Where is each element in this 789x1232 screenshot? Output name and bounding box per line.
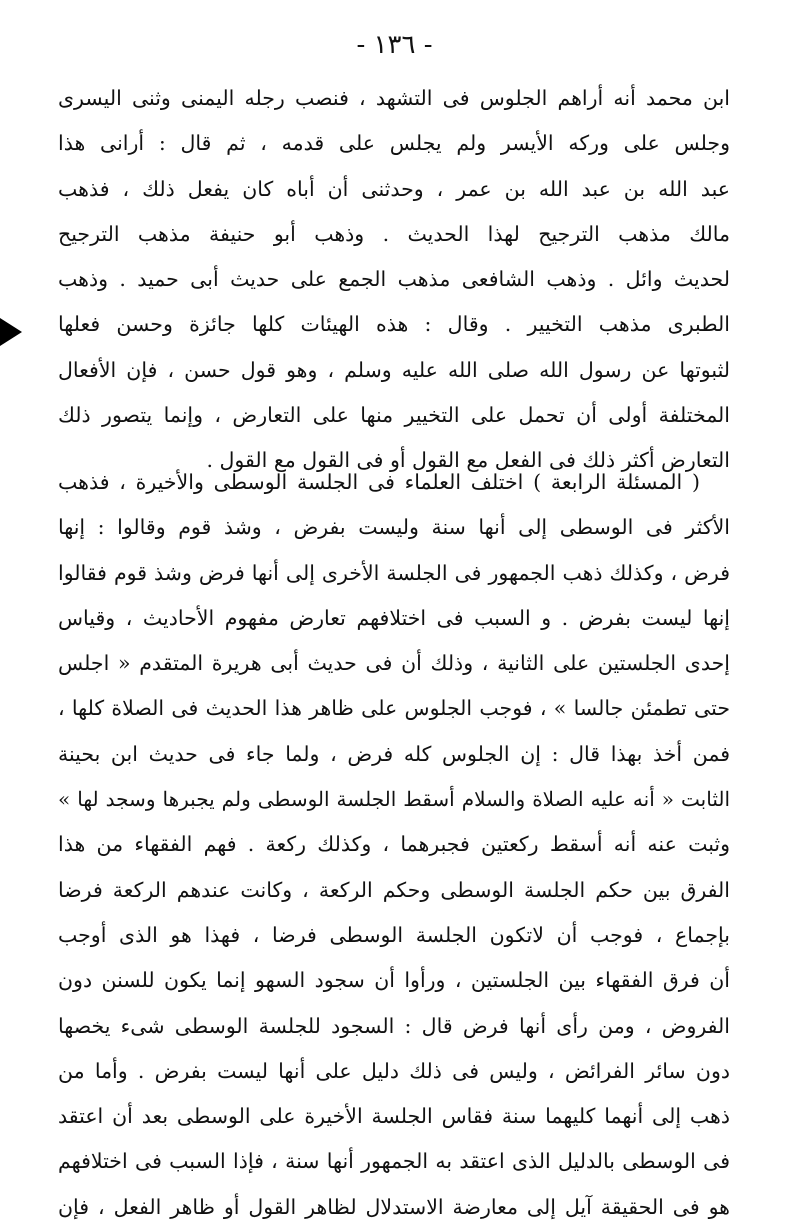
text-line: الأكثر فى الوسطى إلى أنها سنة وليست بفرض ، وشذ قوم وقالوا : إنها	[58, 515, 730, 540]
text-line: التعارض أكثر ذلك فى الفعل مع القول أو فى القول مع القول .	[206, 448, 730, 473]
text-line: لحديث وائل . وذهب الشافعى مذهب الجمع على حديث أبى حميد . وذهب	[58, 267, 730, 292]
text-line: أن فرق الفقهاء بين الجلستين ، ورأوا أن سجود السهو إنما يكون للسنن دون	[58, 968, 730, 993]
text-line: دون سائر الفرائض ، وليس فى ذلك دليل على أنها ليست بفرض . وأما من	[58, 1058, 730, 1083]
paragraph-2	[58, 460, 730, 1230]
margin-arrow-marker	[0, 318, 22, 346]
text-line: المختلفة أولى أن تحمل على التخيير منها على التعارض ، وإنما يتصور ذلك	[58, 403, 730, 428]
text-line: فى الوسطى بالدليل الذى اعتقد به الجمهور أنها سنة ، فإذا السبب فى اختلافهم	[58, 1149, 730, 1174]
text-line: بإجماع ، فوجب أن لاتكون الجلسة الوسطى فرضا ، فهذا هو الذى أوجب	[58, 922, 730, 947]
text-line: لثبوتها عن رسول الله صلى الله عليه وسلم ، وهو قول حسن ، فإن الأفعال	[58, 357, 730, 382]
text-line: مالك مذهب الترجيح لهذا الحديث . وذهب أبو حنيفة مذهب الترجيح	[58, 221, 730, 246]
text-line: وثبت عنه أنه أسقط ركعتين فجبرهما ، وكذلك ركعة . فهم الفقهاء من هذا	[58, 832, 730, 857]
text-line: الثابت « أنه عليه الصلاة والسلام أسقط الجلسة الوسطى ولم يجبرها وسجد لها »	[58, 787, 730, 812]
text-line: الفرق بين حكم الجلسة الوسطى وحكم الركعة ، وكانت عندهم الركعة فرضا	[58, 877, 730, 902]
text-line: وجلس على وركه الأيسر ولم يجلس على قدمه ، ثم قال : أرانى هذا	[58, 131, 730, 156]
text-line: ابن محمد أنه أراهم الجلوس فى التشهد ، فنصب رجله اليمنى وثنى اليسرى	[58, 86, 730, 110]
text-line: ذهب إلى أنهما كليهما سنة فقاس الجلسة الأخيرة على الوسطى بعد أن اعتقد	[58, 1104, 730, 1129]
text-line: عبد الله بن عبد الله بن عمر ، وحدثنى أن أباه كان يفعل ذلك ، فذهب	[58, 176, 730, 201]
text-line: إنها ليست بفرض . و السبب فى اختلافهم تعارض مفهوم الأحاديث ، وقياس	[58, 605, 730, 630]
page-number: - ١٣٦ -	[356, 30, 433, 60]
paragraph-1	[58, 76, 730, 484]
text-line: الفروض ، ومن رأى أنها فرض قال : السجود للجلسة الوسطى شىء يخصها	[58, 1013, 730, 1038]
text-line: ( المسئلة الرابعة ) اختلف العلماء فى الجلسة الوسطى والأخيرة ، فذهب	[58, 470, 700, 494]
text-line: فمن أخذ بهذا قال : إن الجلوس كله فرض ، ولما جاء فى حديث ابن بحينة	[58, 741, 730, 766]
text-line: فرض ، وكذلك ذهب الجمهور فى الجلسة الأخرى إلى أنها فرض وشذ قوم فقالوا	[58, 560, 730, 585]
text-line: الطبرى مذهب التخيير . وقال : هذه الهيئات كلها جائزة وحسن فعلها	[58, 312, 730, 337]
text-line: حتى تطمئن جالسا » ، فوجب الجلوس على ظاهر هذا الحديث فى الصلاة كلها ،	[58, 696, 730, 721]
text-line: هو فى الحقيقة آيل إلى معارضة الاستدلال لظاهر القول أو ظاهر الفعل ، فإن	[58, 1194, 730, 1219]
text-line: إحدى الجلستين على الثانية ، وذلك أن فى حديث أبى هريرة المتقدم « اجلس	[58, 651, 730, 676]
